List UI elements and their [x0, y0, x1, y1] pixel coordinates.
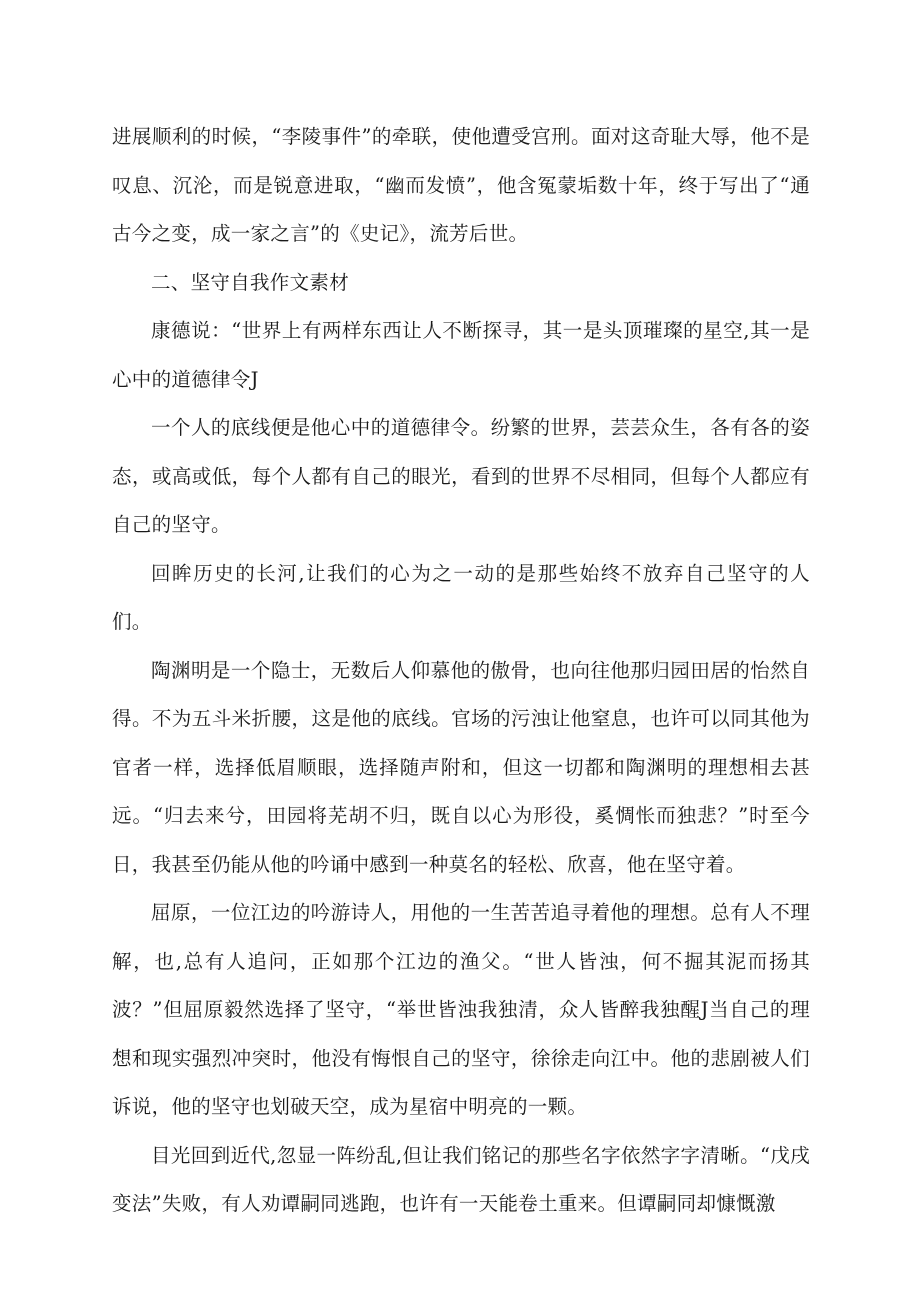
- paragraph-qu-yuan: 屈原，一位江边的吟游诗人，用他的一生苦苦追寻着他的理想。总有人不理解，也,总有人追问，正如那个江边的渔父。“世人皆浊，何不掘其泥而扬其波？”但屈原毅然选择了坚守，“举世皆浊我独清，众人皆醉我独醒J当自己的理想和现实强烈冲突时，他没有悔恨自己的坚守，徐徐走向江中。他的悲剧被人们诉说，他的坚守也划破天空，成为星宿中明亮的一颗。: [112, 901, 810, 1118]
- section-heading: 二、坚守自我作文素材: [151, 270, 350, 294]
- paragraph-tao-yuanming: 陶渊明是一个隐士，无数后人仰慕他的傲骨，也向往他那归园田居的怡然自得。不为五斗米折腰，这是他的底线。官场的污浊让他窒息，也许可以同其他为官者一样，选择低眉顺眼，选择随声附和，但这一切都和陶渊明的理想相去甚远。“归去来兮，田园将芜胡不归，既自以心为形役，奚惆怅而独悲？”时至今日，我甚至仍能从他的吟诵中感到一种莫名的轻松、欣喜，他在坚守着。: [112, 658, 810, 876]
- paragraph-bottom-line: 一个人的底线便是他心中的道德律令。纷繁的世界，芸芸众生，各有各的姿态，或高或低，每个人都有自己的眼光，看到的世界不尽相同，但每个人都应有自己的坚守。: [112, 416, 810, 536]
- paragraph-history-river: 回眸历史的长河,让我们的心为之一动的是那些始终不放弃自己坚守的人们。: [112, 561, 810, 633]
- document-page: [112, 113, 810, 1229]
- paragraph-kant-quote: 康德说：“世界上有两样东西让人不断探寻，其一是头顶璀璨的星空,其一是心中的道德律令J: [112, 319, 810, 391]
- paragraph-sima-qian-continued: 进展顺利的时候，“李陵事件”的牵联，使他遭受宫刑。面对这奇耻大辱，他不是叹息、沉沦，而是锐意进取，“幽而发愤”，他含冤蒙垢数十年，终于写出了“通古今之变，成一家之言”的《史记》，流芳后世。: [112, 125, 810, 245]
- paragraph-tan-sitong: 目光回到近代,忽显一阵纷乱,但让我们铭记的那些名字依然字字清晰。“戊戌变法”失败，有人劝谭嗣同逃跑，也许有一天能卷土重来。但谭嗣同却慷慨激: [112, 1143, 810, 1215]
